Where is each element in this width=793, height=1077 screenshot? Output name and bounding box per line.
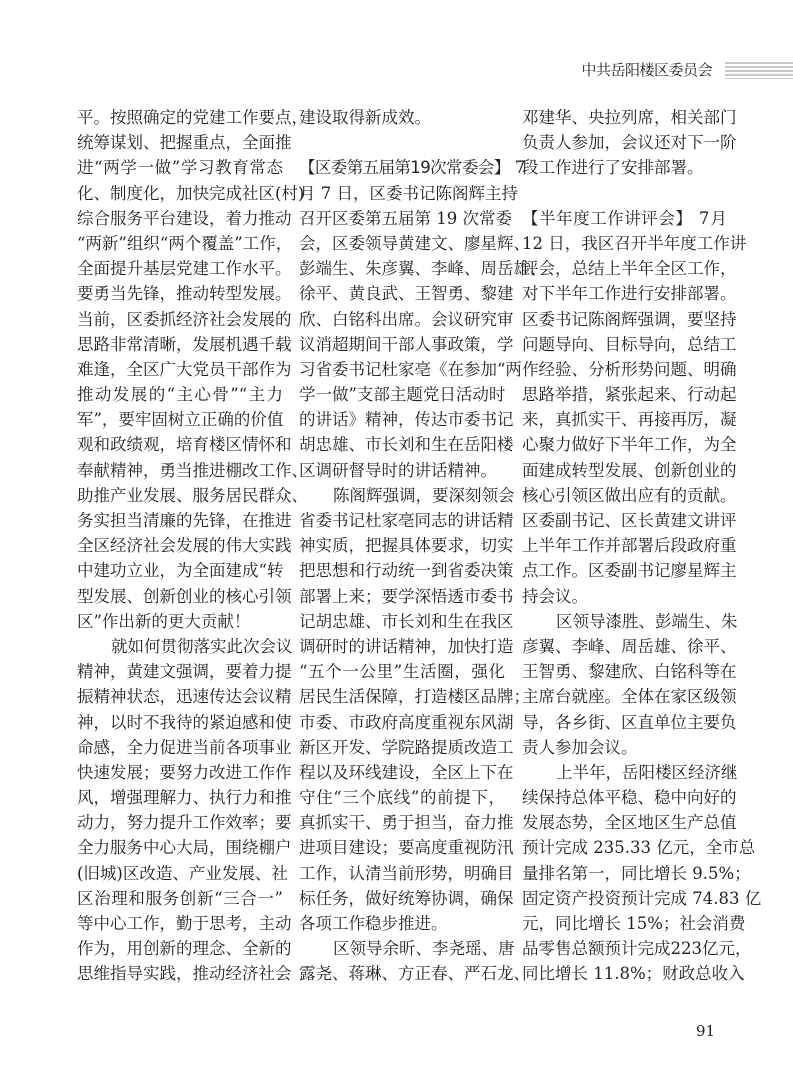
line-text: 7 — [509, 158, 526, 178]
text-line: 胡忠雄、市长刘和生在岳阳楼 — [299, 435, 514, 455]
text-line: 统筹谋划、把握重点，全面推 — [77, 133, 292, 153]
text-line: 部署上来；要学深悟透市委书 — [299, 586, 514, 606]
text-line: 标任务，做好统筹协调，确保 — [299, 888, 514, 908]
text-line: 综合服务平台建设，着力推动 — [77, 208, 292, 228]
text-line: 全力服务中心大局，围绕棚户 — [77, 838, 292, 858]
text-line: 区治理和服务创新“三合一” — [77, 888, 283, 908]
text-line: 品零售总额预计完成223亿元， — [522, 939, 752, 959]
text-line: 动力，努力提升工作效率；要 — [77, 813, 292, 833]
text-line: 记胡忠雄、市长刘和生在我区 — [299, 611, 514, 631]
text-line: 段工作进行了安排部署。 — [522, 158, 704, 178]
text-line: 区委副书记、区长黄建文讲评 — [522, 511, 737, 530]
text-line: 新区开发、学院路提质改造工 — [299, 737, 514, 757]
text-line: 露尧、蒋琳、方正春、严石龙、 — [299, 964, 530, 984]
text-line: 评会，总结上半年全区工作， — [522, 259, 737, 279]
text-line: 固定资产投资预计完成 74.83 亿 — [522, 888, 762, 908]
text-line: 务实担当清廉的先锋，在推进 — [77, 511, 292, 530]
text-line: 发展态势，全区地区生产总值 — [522, 813, 737, 833]
text-line: 化、制度化，加快完成社区(村) — [77, 183, 305, 203]
text-line: 区委书记陈阁辉强调，要坚持 — [522, 309, 737, 329]
text-line: 命感，全力促进当前各项事业 — [77, 737, 292, 757]
text-line: 快速发展；要努力改进工作作 — [77, 762, 292, 782]
text-line: 风，增强理解力、执行力和推 — [77, 788, 292, 808]
text-line: 振精神状态，迅速传达会议精 — [77, 687, 292, 707]
text-line: “两新”组织“两个覆盖”工作， — [77, 233, 293, 253]
text-line: 心聚力做好下半年工作，为全 — [522, 435, 737, 455]
text-line — [299, 130, 505, 155]
text-line: 等中心工作，勤于思考，主动 — [77, 914, 292, 933]
text-line — [522, 181, 727, 206]
text-line: 彦翼、李峰、周岳雄、徐平、 — [522, 636, 737, 656]
text-line: 军”，要牢固树立正确的价值 — [77, 410, 284, 430]
header-stripes-decoration — [725, 62, 793, 79]
text-line: 预计完成 235.33 亿元，全市总 — [522, 838, 756, 858]
text-line: 彭端生、朱彦翼、李峰、周岳雄、 — [299, 259, 547, 279]
text-line: 调研时的讲话精神，加快打造 — [299, 636, 514, 656]
text-line: 区领导余昕、李尧瑶、唐 — [333, 939, 515, 959]
text-line: 程以及环线建设，全区上下在 — [299, 762, 514, 782]
text-line: 神，以时不我待的紧迫感和使 — [77, 712, 292, 732]
text-line: 就如何贯彻落实此次会议 — [111, 636, 293, 656]
text-line: 推动发展的“主心骨”“主力 — [77, 385, 283, 405]
text-line: 12 日，我区召开半年度工作讲 — [522, 233, 747, 253]
text-line: 区调研督导时的讲话精神。 — [299, 460, 497, 480]
text-line: 助推产业发展、服务居民群众、 — [77, 485, 308, 505]
text-line: 议消超期间干部人事政策，学 — [299, 334, 514, 354]
text-line: 全区经济社会发展的伟大实践 — [77, 536, 292, 556]
text-column-3 — [522, 105, 762, 987]
text-line: 问题导向、目标导向，总结工 — [522, 334, 737, 354]
text-line: 思路非常清晰，发展机遇千载 — [77, 334, 292, 354]
section-heading-line — [522, 206, 727, 231]
text-line: 陈阁辉强调，要深刻领会 — [333, 485, 515, 505]
text-line: 精神，黄建文强调，要着力提 — [77, 662, 292, 682]
text-line: 习省委书记杜家亳《在参加“两 — [299, 359, 522, 379]
text-line: 思路举措，紧张起来、行动起 — [522, 385, 737, 405]
text-line: 上半年，岳阳楼区经济继 — [556, 762, 738, 782]
text-line: 会，区委领导黄建文、廖星辉、 — [299, 233, 530, 253]
text-line: 奉献精神，勇当推进棚改工作、 — [77, 460, 308, 480]
text-line: 思维指导实践，推动经济社会 — [77, 964, 292, 984]
section-heading-line — [299, 155, 526, 180]
text-column-1 — [77, 105, 308, 987]
text-line: 型发展、创新创业的核心引领 — [77, 586, 292, 606]
text-line: 中建功立业，为全面建成“转 — [77, 561, 284, 581]
text-line: 王智勇、黎建欣、白铭科等在 — [522, 662, 737, 682]
line-text: 7月 — [692, 208, 727, 228]
text-line: 区”作出新的更大贡献！ — [77, 611, 251, 631]
text-line: 市委、市政府高度重视东风湖 — [299, 712, 514, 732]
text-line: 难逢，全区广大党员干部作为 — [77, 359, 292, 379]
text-line: 工作，认清当前形势，明确目 — [299, 863, 514, 883]
text-line: 要勇当先锋，推动转型发展。 — [77, 284, 292, 304]
text-line: 主席台就座。全体在家区级领 — [522, 687, 737, 707]
text-line: 续保持总体平稳、稳中向好的 — [522, 788, 737, 808]
text-line: 建设取得新成效。 — [299, 108, 431, 127]
text-line: 欣、白铭科出席。会议研究审 — [299, 309, 514, 329]
page-number: 91 — [696, 1022, 716, 1040]
text-line: 全面提升基层党建工作水平。 — [77, 259, 292, 279]
text-line: 平。按照确定的党建工作要点， — [77, 108, 308, 127]
text-line: 导，各乡街、区直单位主要负 — [522, 712, 737, 732]
text-line: 月 7 日，区委书记陈阁辉主持 — [299, 183, 518, 203]
text-line: 观和政绩观，培育楼区情怀和 — [77, 435, 292, 455]
text-line: 持会议。 — [522, 586, 588, 606]
text-line: 点工作。区委副书记廖星辉主 — [522, 561, 737, 581]
text-line: 核心引领区做出应有的贡献。 — [522, 485, 737, 505]
text-line: 来，真抓实干、再接再厉，凝 — [522, 410, 737, 430]
text-line: 进项目建设；要高度重视防汛 — [299, 838, 514, 858]
text-line: 量排名第一，同比增长 9.5%； — [522, 863, 751, 883]
text-line: 同比增长 11.8%；财政总收入 — [522, 964, 745, 984]
text-line: 进“两学一做”学习教育常态 — [77, 158, 283, 178]
text-line: 的讲话》精神，传达市委书记 — [299, 410, 514, 430]
text-line: 学一做”支部主题党日活动时 — [299, 385, 506, 405]
section-heading: 【半年度工作讲评会】 — [522, 208, 693, 228]
text-line: 居民生活保障，打造楼区品牌； — [299, 687, 530, 707]
header-title: 中共岳阳楼区委员会 — [581, 61, 712, 79]
text-line: 把思想和行动统一到省委决策 — [299, 561, 514, 581]
text-line: 元，同比增长 15%；社会消费 — [522, 914, 746, 933]
text-line: 作经验、分析形势问题、明确 — [522, 359, 737, 379]
text-line: 作为，用创新的理念、全新的 — [77, 939, 292, 959]
text-line: “五个一公里”生活圈，强化 — [299, 662, 505, 682]
text-column-2 — [299, 105, 547, 987]
text-line: 区领导漆胜、彭端生、朱 — [556, 611, 738, 631]
text-line: 真抓实干、勇于担当，奋力推 — [299, 813, 514, 833]
text-line: 上半年工作并部署后段政府重 — [522, 536, 737, 556]
text-line: 责人参加会议。 — [522, 737, 638, 757]
text-line: 召开区委第五届第 19 次常委 — [299, 208, 512, 228]
section-heading: 【区委第五届第19次常委会】 — [299, 158, 510, 178]
text-line: 各项工作稳步推进。 — [299, 914, 448, 933]
text-line: 神实质，把握具体要求，切实 — [299, 536, 514, 556]
text-line: 省委书记杜家亳同志的讲话精 — [299, 511, 514, 530]
text-line: (旧城)区改造、产业发展、社 — [77, 863, 288, 883]
text-line: 对下半年工作进行安排部署。 — [522, 284, 737, 304]
text-line: 守住“三个底线”的前提下， — [299, 788, 505, 808]
text-line: 面建成转型发展、创新创业的 — [522, 460, 737, 480]
text-line: 邓建华、央拉列席，相关部门 — [522, 108, 737, 127]
text-line: 当前，区委抓经济社会发展的 — [77, 309, 292, 329]
text-line: 徐平、黄良武、王智勇、黎建 — [299, 284, 514, 304]
text-line: 负责人参加，会议还对下一阶 — [522, 133, 737, 153]
